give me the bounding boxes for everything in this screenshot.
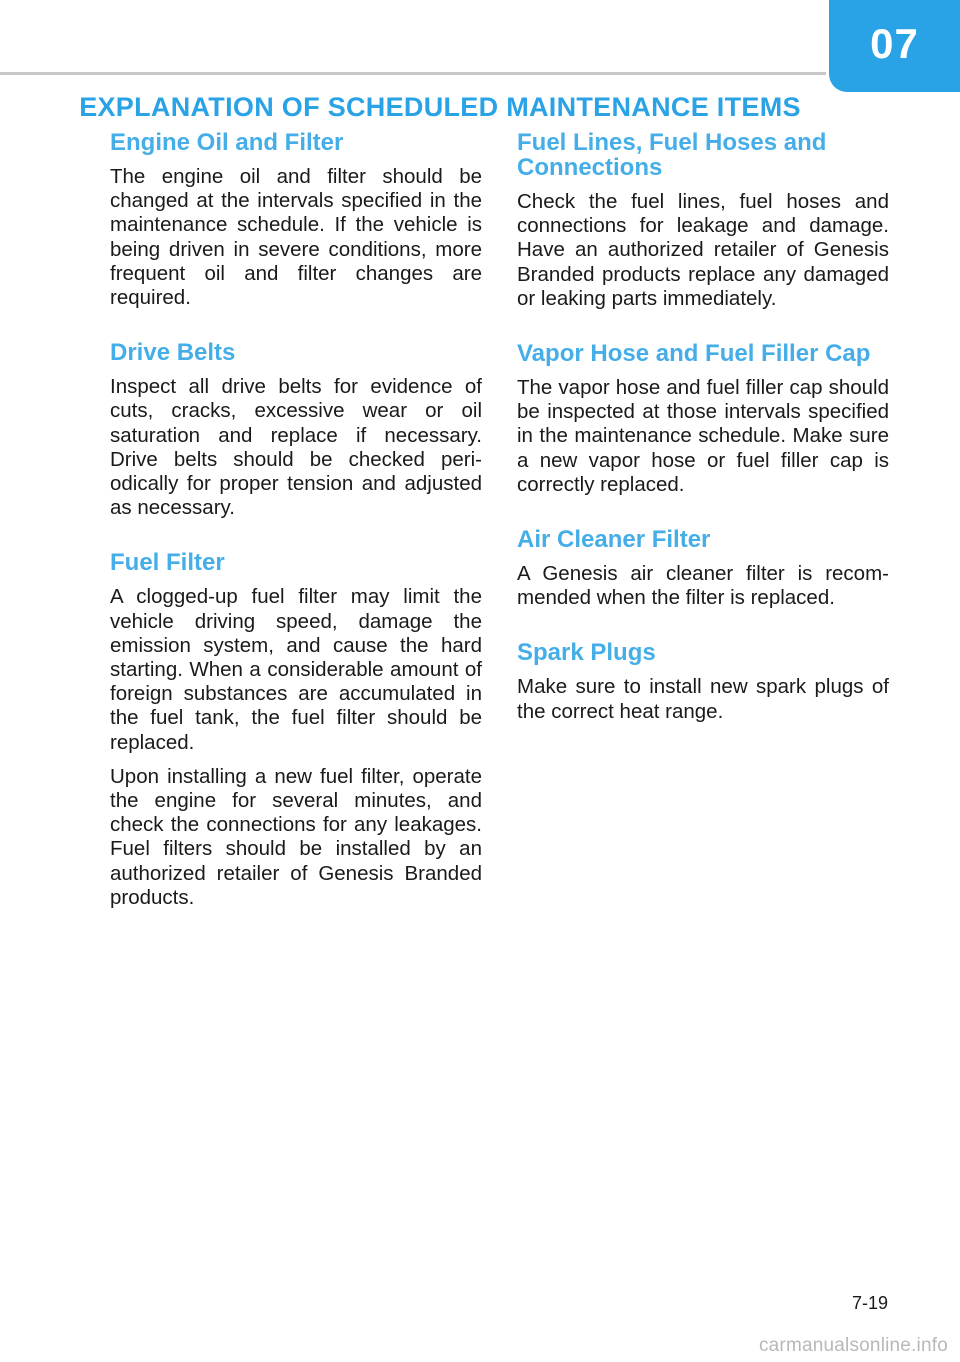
heading-drive-belts: Drive Belts: [110, 339, 236, 367]
paragraph-spark-plugs: Make sure to install new spark plugs of the correct heat range.: [517, 675, 889, 723]
section-engine-oil: [110, 130, 482, 310]
heading-fuel-filter: Fuel Filter: [110, 549, 225, 577]
top-divider: [0, 72, 826, 75]
section-vapor-hose: [517, 341, 889, 497]
paragraph-fuel-filter-2: Upon installing a new fuel filter, operate the engine for several minutes, and check the connections for any leakages. Fuel filters should be installed by an authorized retailer of Genesis Branded products.: [110, 764, 482, 909]
paragraph-air-cleaner: A Genesis air cleaner filter is recommended when the filter is replaced.: [517, 562, 889, 610]
heading-vapor-hose: Vapor Hose and Fuel Filler Cap: [517, 340, 871, 368]
paragraph-fuel-filter-1: A clogged-up fuel filter may limit the vehicle driving speed, damage the emission system, and cause the hard starting. When a considerable amount of foreign substances are accumulated in the fuel tank, the fuel filter should be replaced.: [110, 585, 482, 754]
watermark: carmanualsonline.info: [758, 1335, 948, 1356]
chapter-number: 07: [870, 20, 919, 67]
heading-fuel-lines: Fuel Lines, Fuel Hoses and Connections: [517, 129, 827, 181]
section-air-cleaner: [517, 527, 889, 610]
paragraph-fuel-lines: Check the fuel lines, fuel hoses and connections for leakage and damage. Have an authorized retailer of Genesis Branded products replace any damaged or leaking parts immediately.: [517, 190, 889, 310]
paragraph-vapor-hose: The vapor hose and fuel filler cap should be inspected at those intervals specified in the maintenance schedule. Make sure a new vapor hose or fuel filler cap is correctly replaced.: [517, 376, 889, 496]
section-title: EXPLANATION OF SCHEDULED MAINTENANCE ITEMS: [79, 92, 801, 122]
section-spark-plugs: [517, 640, 889, 723]
right-column: [517, 130, 889, 754]
section-fuel-lines: [517, 130, 889, 311]
paragraph-drive-belts: Inspect all drive belts for evidence of cuts, cracks, excessive wear or oil saturation and replace if necessary. Drive belts should be checked periodically for proper tension and adjusted as necessary.: [110, 375, 482, 520]
section-fuel-filter: [110, 550, 482, 910]
heading-air-cleaner: Air Cleaner Filter: [517, 526, 711, 554]
chapter-tab: [829, 0, 960, 92]
heading-engine-oil: Engine Oil and Filter: [110, 129, 344, 156]
heading-spark-plugs: Spark Plugs: [517, 639, 656, 667]
paragraph-engine-oil: The engine oil and filter should be changed at the intervals specified in the maintenance schedule. If the vehicle is being driven in severe conditions, more frequent oil and filter changes are required.: [110, 165, 482, 310]
left-column: [110, 130, 482, 940]
section-drive-belts: [110, 340, 482, 520]
page-number: 7-19: [851, 1293, 888, 1313]
